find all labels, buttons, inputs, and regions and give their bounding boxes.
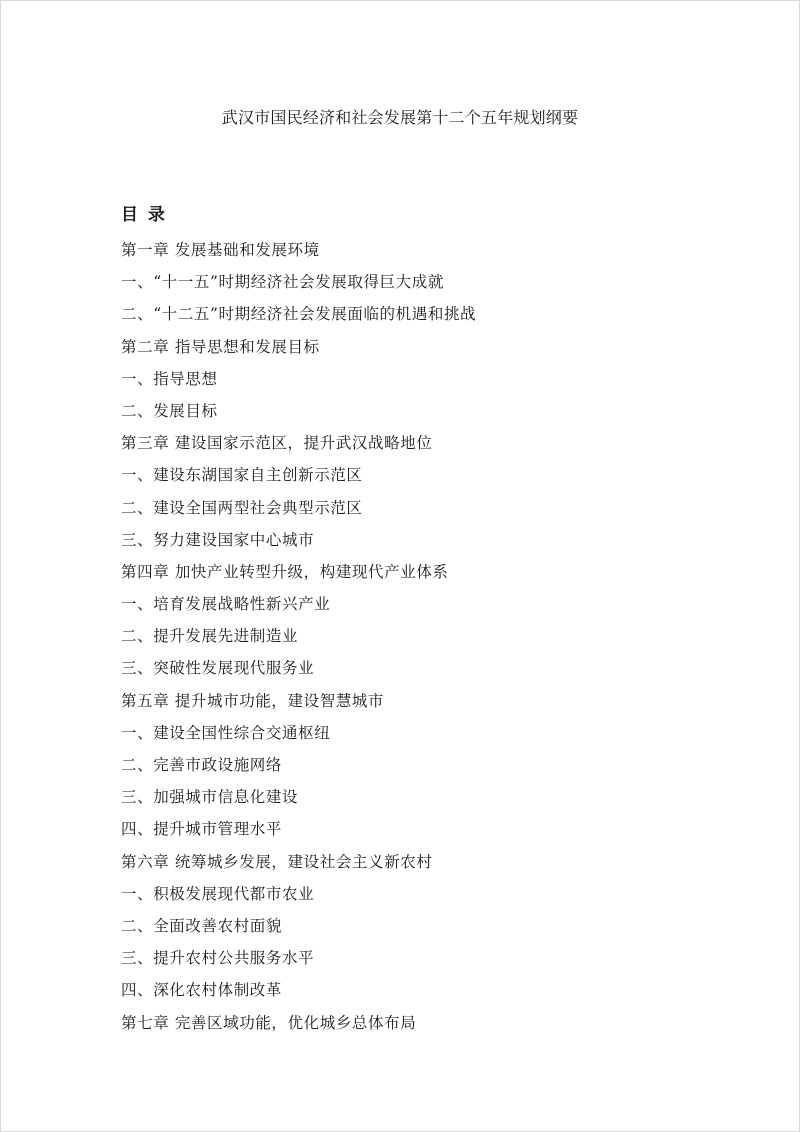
- toc-heading: 目 录: [121, 205, 165, 225]
- document-title: 武汉市国民经济和社会发展第十二个五年规划纲要: [221, 108, 579, 127]
- toc-item: 一、积极发展现代都市农业: [121, 884, 315, 903]
- toc-item: 一、培育发展战略性新兴产业: [121, 595, 331, 614]
- toc-item-chapter-7: 第七章 完善区域功能，优化城乡总体布局: [121, 1013, 417, 1032]
- toc-item-chapter-3: 第三章 建设国家示范区，提升武汉战略地位: [121, 434, 433, 453]
- toc-item: 一、指导思想: [121, 369, 218, 388]
- toc-item: 二、建设全国两型社会典型示范区: [121, 498, 363, 517]
- toc-item-chapter-2: 第二章 指导思想和发展目标: [121, 337, 320, 356]
- toc-item: 二、“十二五”时期经济社会发展面临的机遇和挑战: [121, 305, 477, 324]
- toc-item: 四、深化农村体制改革: [121, 981, 283, 1000]
- toc-item: 二、发展目标: [121, 401, 218, 420]
- toc-item: 二、完善市政设施网络: [121, 756, 283, 774]
- toc-item: 四、提升城市管理水平: [121, 820, 283, 839]
- toc-item: 一、建设全国性综合交通枢纽: [121, 723, 331, 742]
- toc-item: 一、建设东湖国家自主创新示范区: [121, 466, 363, 485]
- toc-item-chapter-6: 第六章 统筹城乡发展，建设社会主义新农村: [121, 852, 433, 871]
- toc-item-chapter-5: 第五章 提升城市功能，建设智慧城市: [121, 691, 385, 710]
- toc-item: 二、全面改善农村面貌: [121, 916, 283, 935]
- toc-list: [121, 234, 476, 1039]
- toc-item: 三、提升农村公共服务水平: [121, 949, 315, 968]
- toc-item: 一、“十一五”时期经济社会发展取得巨大成就: [121, 273, 444, 292]
- toc-item: 三、加强城市信息化建设: [121, 788, 299, 807]
- toc-item: 三、努力建设国家中心城市: [121, 530, 315, 549]
- toc-item-chapter-1: 第一章 发展基础和发展环境: [121, 241, 320, 259]
- toc-item: 三、突破性发展现代服务业: [121, 659, 315, 678]
- toc-item: 二、提升发展先进制造业: [121, 627, 299, 646]
- toc-item-chapter-4: 第四章 加快产业转型升级，构建现代产业体系: [121, 562, 449, 581]
